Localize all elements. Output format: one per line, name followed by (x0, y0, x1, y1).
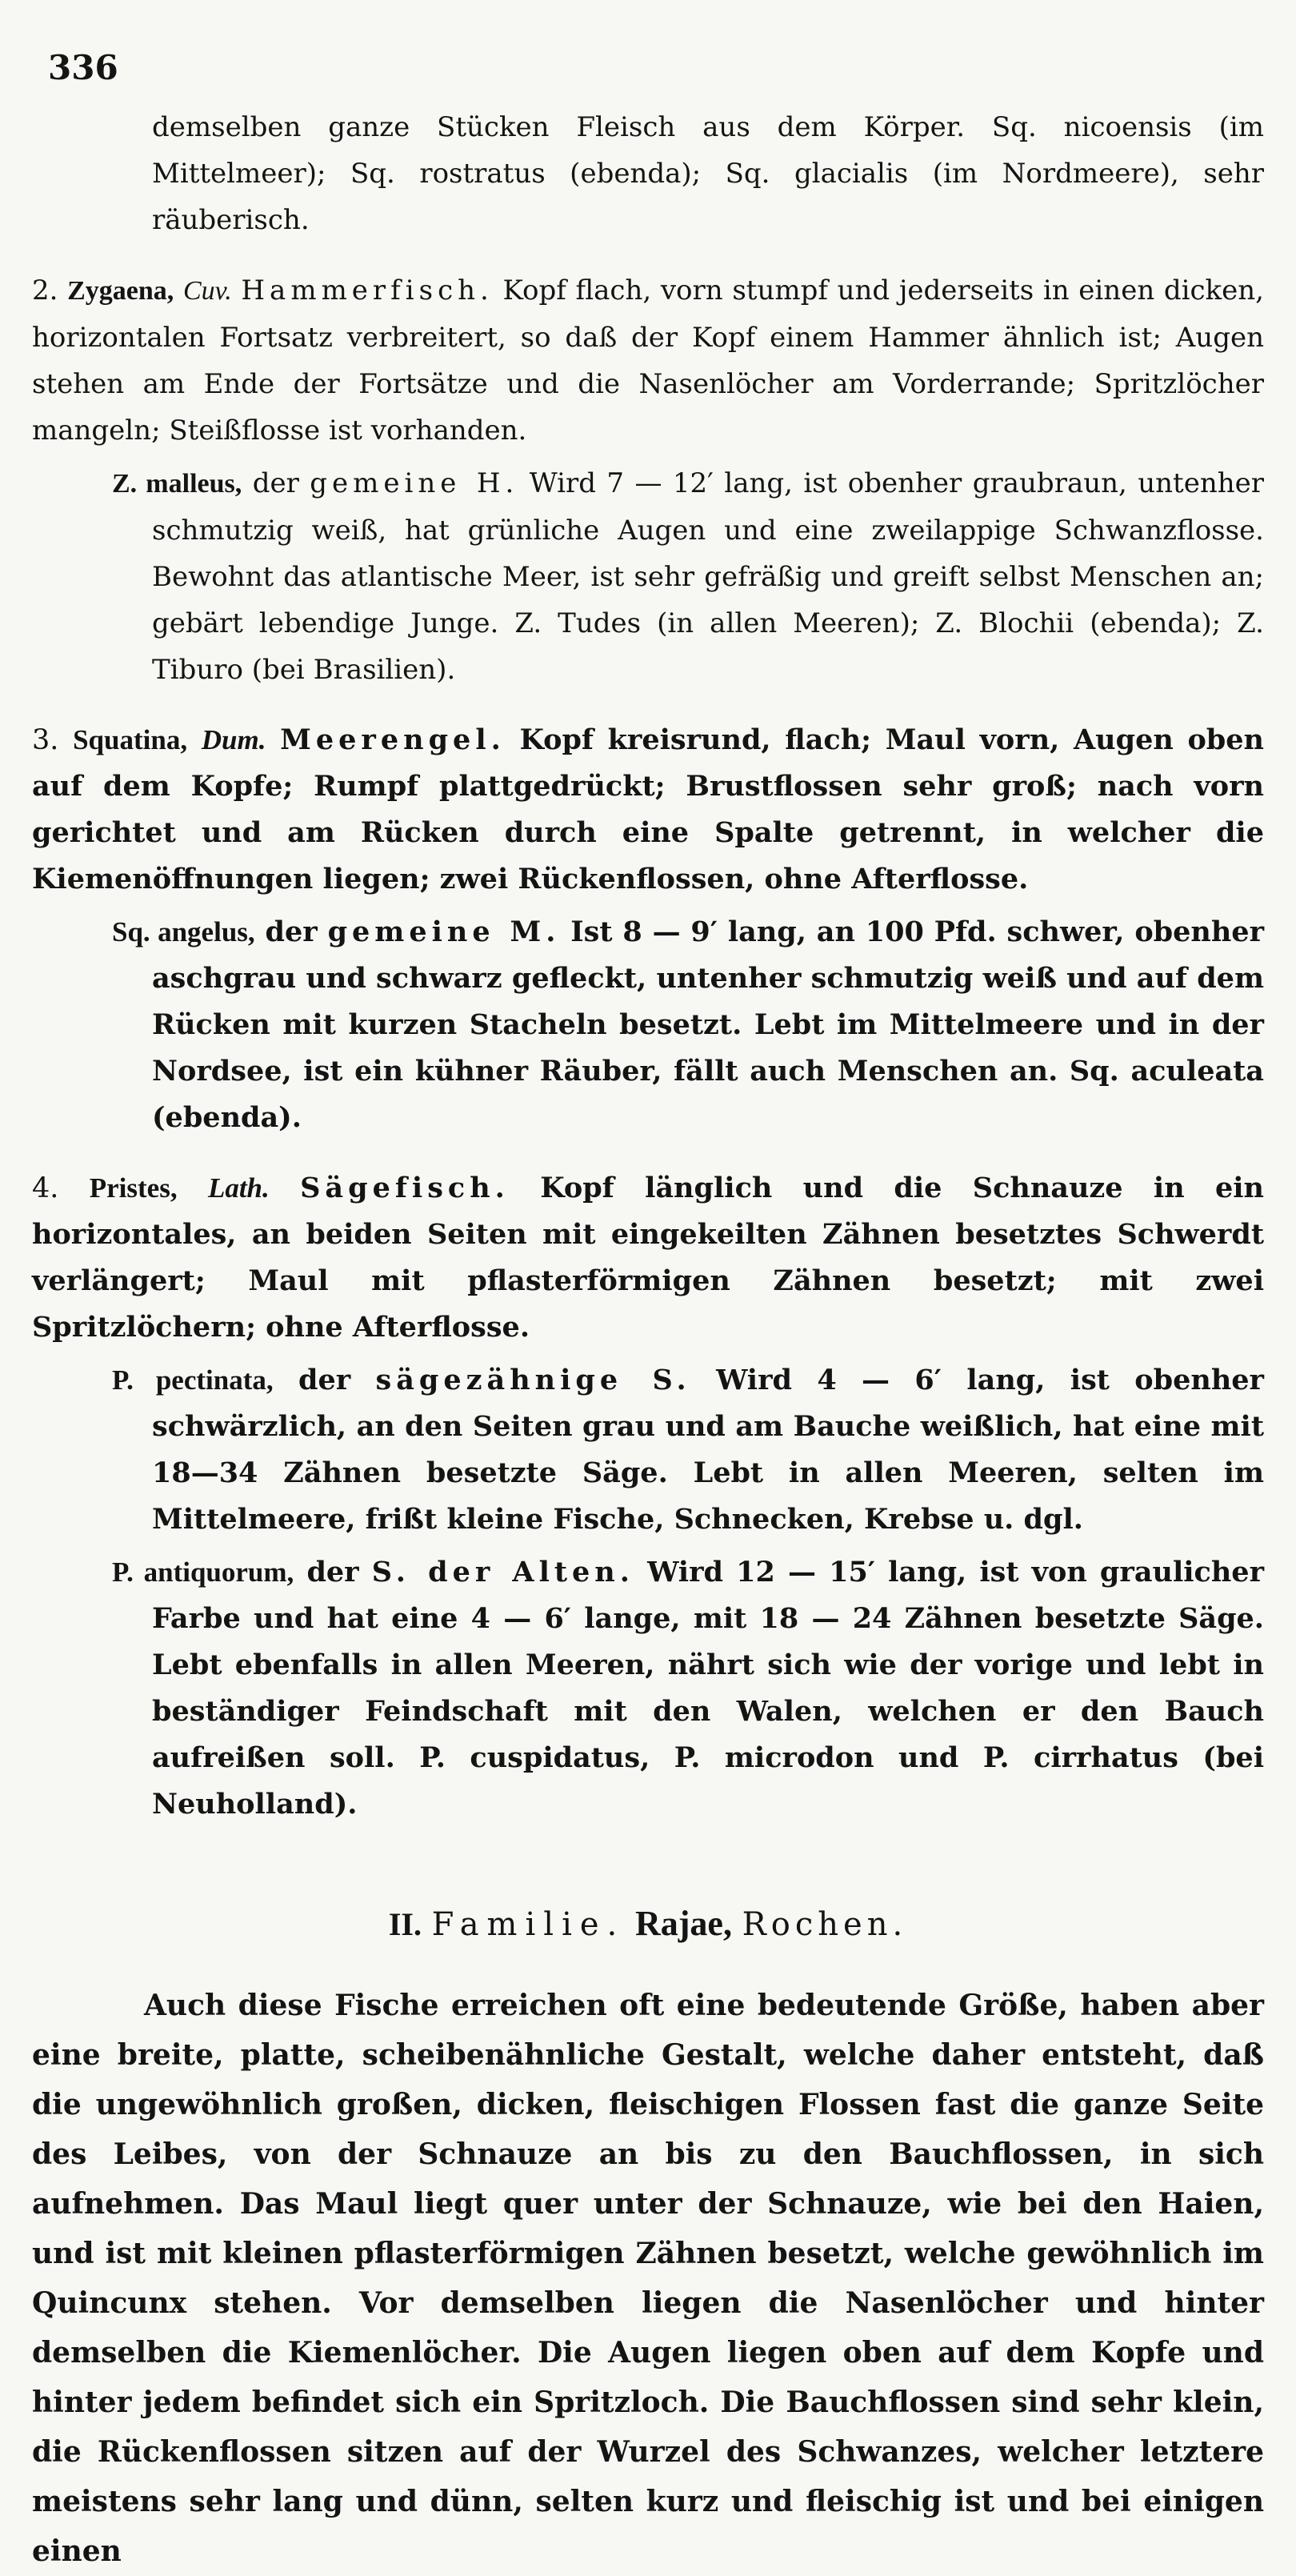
species-latin: Sq. angelus, (112, 916, 255, 947)
family-roman-numeral: II. (388, 1906, 422, 1942)
genus-name: Zygaena, (67, 276, 174, 306)
genus-number: 2. (32, 274, 58, 306)
genus-number: 3. (32, 724, 59, 756)
species-article: der (298, 1364, 351, 1396)
species-latin: P. antiquorum, (112, 1556, 294, 1588)
genus-common-name: Sägefisch. (300, 1172, 510, 1204)
species-common-name: gemeine M. (327, 915, 561, 948)
species-article: der (265, 915, 318, 948)
genus-common-name: Hammerfisch. (241, 274, 494, 306)
genus-zygaena (32, 267, 1264, 454)
family-intro-paragraph: Auch diese Fische erreichen oft eine bedeutende Größe, haben aber eine breite, platte, scheibenähnliche Gestalt, welche daher entsteht, daß die ungewöhnlich großen, dicken, fleischigen Flossen fast die ganze Seite des Leibes, von der Schnauze an bis zu den Bauchflossen, in sich aufnehmen. Das Maul liegt quer unter der Schnauze, wie bei den Haien, und ist mit kleinen pflasterförmigen Zähnen besetzt, welche gewöhnlich im Quincunx stehen. Vor demselben liegen die Nasenlöcher und hinter demselben die Kiemenlöcher. Die Augen liegen oben auf dem Kopfe und hinter jedem befindet sich ein Spritzloch. Die Bauchflossen sind sehr klein, die Rückenflossen sitzen auf der Wurzel des Schwanzes, welcher letztere meistens sehr lang und dünn, selten kurz und fleischig ist und bei einigen einen (32, 1989, 1264, 2568)
family-label: Familie. (431, 1906, 626, 1943)
species-common-name: sägezähnige S. (375, 1364, 691, 1396)
page-number: 336 (48, 48, 118, 87)
species-article: der (252, 467, 299, 499)
species-article: der (306, 1556, 359, 1588)
genus-description: Kopf kreisrund, flach; Maul vorn, Augen oben auf dem Kopfe; Rumpf plattgedrückt; Brustflossen sehr groß; nach vorn gerichtet und am Rücken durch eine Spalte getrennt, in welcher die Kiemenöffnungen liegen; zwei Rückenflossen, ohne Afterflosse. (32, 723, 1264, 895)
genus-author: Lath. (207, 1172, 270, 1204)
genus-name: Pristes, (89, 1172, 178, 1204)
species-pectinata (112, 1357, 1264, 1543)
genus-squatina (32, 717, 1264, 903)
family-latin-name: Rajae, (634, 1904, 732, 1943)
family-german-name: Rochen. (742, 1906, 908, 1943)
genus-common-name: Meerengel. (280, 723, 506, 756)
genus-pristes (32, 1165, 1264, 1351)
species-angelus (112, 909, 1265, 1141)
genus-number: 4. (32, 1172, 59, 1204)
species-latin: Z. malleus, (112, 469, 242, 499)
species-antiquorum (112, 1549, 1265, 1828)
genus-description: Kopf länglich und die Schnauze in ein horizontales, an beiden Seiten mit eingekeilten Zähnen besetztes Schwerdt verlängert; Maul mit pflasterförmigen Zähnen besetzt; mit zwei Spritzlöchern; ohne Afterflosse. (32, 1172, 1264, 1344)
species-description: Wird 12 — 15′ lang, ist von graulicher Farbe und hat eine 4 — 6′ lange, mit 18 — 24 Zähnen besetzte Säge. Lebt ebenfalls in allen Meeren, nährt sich wie der vorige und lebt in beständiger Feindschaft mit den Walen, welchen er den Bauch aufreißen soll. P. cuspidatus, P. microdon und P. cirrhatus (bei Neuholland). (152, 1556, 1265, 1821)
species-description: Wird 7 — 12′ lang, ist obenher graubraun, untenher schmutzig weiß, hat grünliche Augen und eine zweilappige Schwanzflosse. Bewohnt das atlantische Meer, ist sehr gefräßig und greift selbst Menschen an; gebärt lebendige Junge. Z. Tudes (in allen Meeren); Z. Blochii (ebenda); Z. Tiburo (bei Brasilien). (152, 467, 1264, 686)
species-common-name: S. der Alten. (371, 1556, 634, 1588)
genus-name: Squatina, (73, 724, 188, 755)
species-common-name: gemeine H. (310, 467, 519, 499)
species-malleus (112, 460, 1264, 693)
genus-author: Dum. (201, 724, 266, 755)
family-heading (32, 1900, 1264, 1949)
species-latin: P. pectinata, (112, 1364, 274, 1396)
genus-description: Kopf flach, vorn stumpf und jederseits in einen dicken, horizontalen Fortsatz verbreitert, so daß der Kopf einem Hammer ähnlich ist; Augen stehen am Ende der Fortsätze und die Nasenlöcher am Vorderrande; Spritzlöcher mangeln; Steißflosse ist vorhanden. (32, 274, 1264, 447)
genus-author: Cuv. (182, 276, 232, 306)
species-description: Wird 4 — 6′ lang, ist obenher schwärzlich, an den Seiten grau und am Bauche weißlich, hat eine mit 18—34 Zähnen besetzte Säge. Lebt in allen Meeren, selten im Mittelmeere, frißt kleine Fische, Schnecken, Krebse u. dgl. (152, 1364, 1264, 1536)
species-description: Ist 8 — 9′ lang, an 100 Pfd. schwer, obenher aschgrau und schwarz gefleckt, untenher schmutzig weiß und auf dem Rücken mit kurzen Stacheln besetzt. Lebt im Mittelmeere und in der Nordsee, ist ein kühner Räuber, fällt auch Menschen an. Sq. aculeata (ebenda). (152, 915, 1265, 1134)
continuation-paragraph: demselben ganze Stücken Fleisch aus dem Körper. Sq. nicoensis (im Mittelmeer); Sq. rostratus (ebenda); Sq. glacialis (im Nordmeere), sehr räuberisch. (152, 111, 1264, 236)
